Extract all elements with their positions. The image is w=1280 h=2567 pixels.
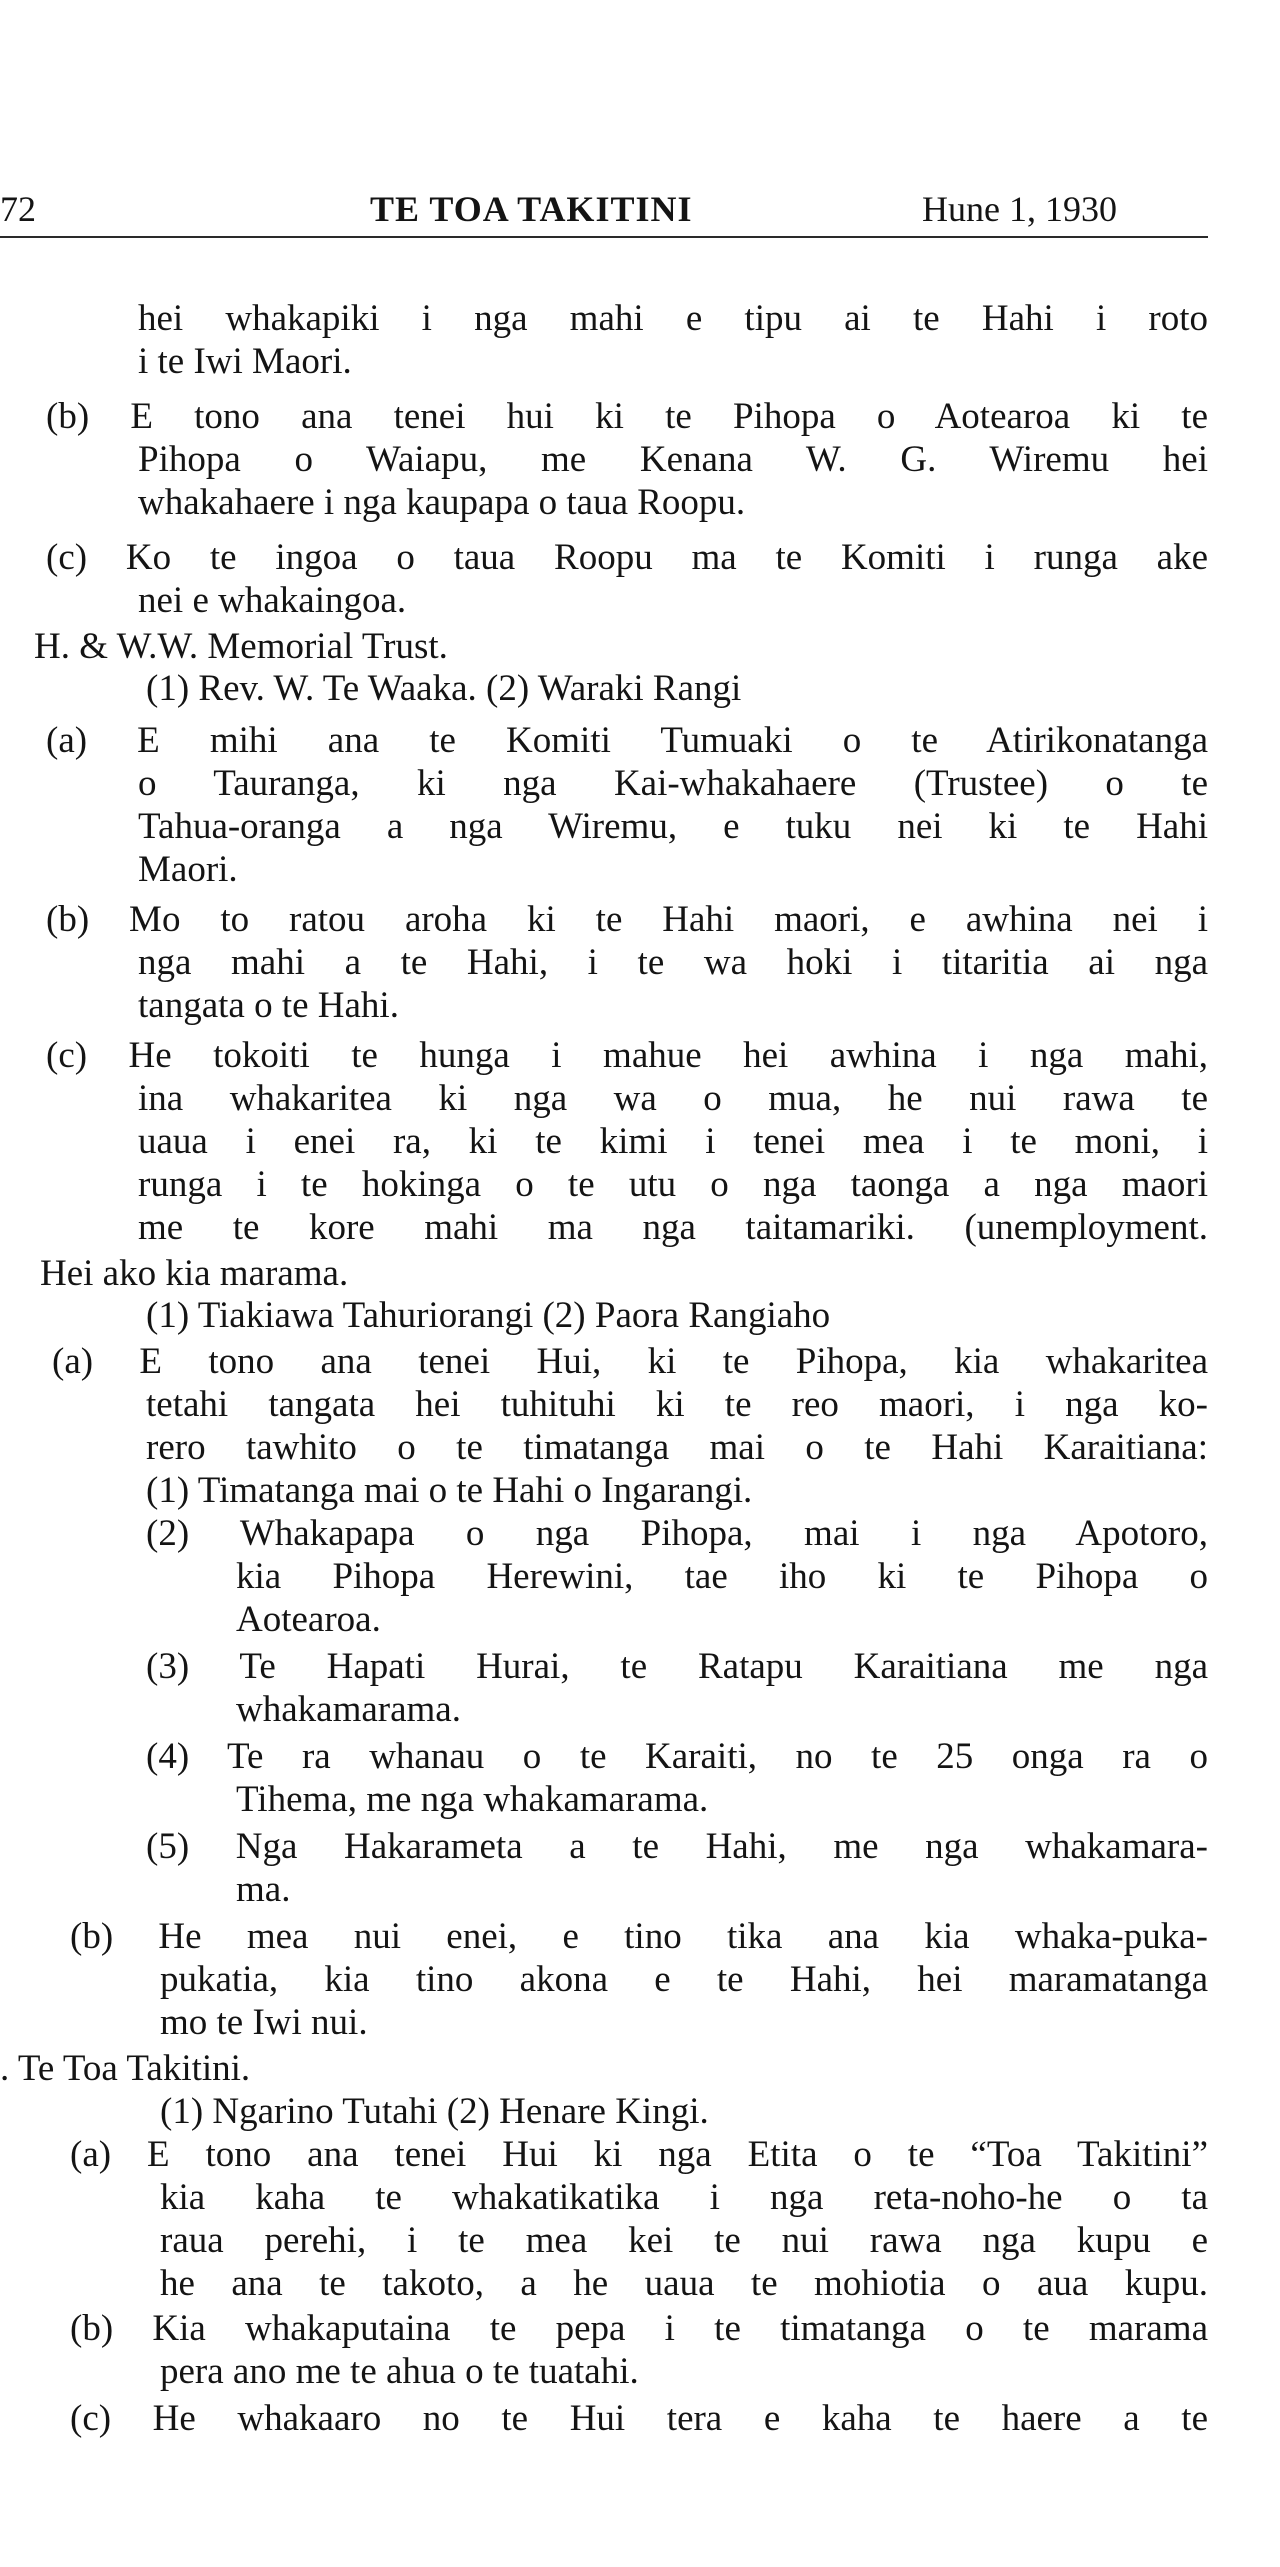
list-line: Aotearoa.	[236, 1599, 381, 1640]
text-line: i te Iwi Maori.	[138, 341, 352, 382]
text-line: (a) E tono ana tenei Hui ki nga Etita o te “Toa Takitini”	[70, 2134, 1208, 2175]
committee-members: (1) Tiakiawa Tahuriorangi (2) Paora Rangiaho	[146, 1295, 831, 1336]
text-line: mo te Iwi nui.	[160, 2002, 368, 2043]
section-heading: H. & W.W. Memorial Trust.	[34, 626, 448, 667]
committee-members: (1) Rev. W. Te Waaka. (2) Waraki Rangi	[146, 668, 742, 709]
committee-members: (1) Ngarino Tutahi (2) Henare Kingi.	[160, 2091, 709, 2132]
text-line: (b) E tono ana tenei hui ki te Pihopa o Aotearoa ki te	[46, 396, 1208, 437]
text-line: ina whakaritea ki nga wa o mua, he nui rawa te	[138, 1078, 1208, 1119]
text-line: (a) E tono ana tenei Hui, ki te Pihopa, kia whakaritea	[52, 1341, 1208, 1382]
issue-date: Hune 1, 1930	[922, 189, 1117, 229]
text-line: runga i te hokinga o te utu o nga taonga a nga maori	[138, 1164, 1208, 1205]
text-line: raua perehi, i te mea kei te nui rawa nga kupu e	[160, 2220, 1208, 2261]
text-line: (b) Kia whakaputaina te pepa i te timatanga o te marama	[70, 2308, 1208, 2349]
text-line: pera ano me te ahua o te tuatahi.	[160, 2351, 639, 2392]
text-line: (b) Mo to ratou aroha ki te Hahi maori, e awhina nei i	[46, 899, 1208, 940]
text-line: rero tawhito o te timatanga mai o te Hahi Karaitiana:	[146, 1427, 1208, 1468]
text-line: whakahaere i nga kaupapa o taua Roopu.	[138, 482, 746, 523]
text-line: tangata o te Hahi.	[138, 985, 399, 1026]
text-line: (a) E mihi ana te Komiti Tumuaki o te Atirikonatanga	[46, 720, 1208, 761]
text-line: (b) He mea nui enei, e tino tika ana kia whaka-puka-	[70, 1916, 1208, 1957]
page-number: 72	[0, 189, 36, 229]
header-rule	[0, 236, 1208, 238]
text-line: nga mahi a te Hahi, i te wa hoki i titaritia ai nga	[138, 942, 1208, 983]
text-line: kia kaha te whakatikatika i nga reta-noho-he o ta	[160, 2177, 1208, 2218]
list-line: kia Pihopa Herewini, tae iho ki te Pihopa o	[236, 1556, 1208, 1597]
text-line: he ana te takoto, a he uaua te mohiotia o aua kupu.	[160, 2263, 1208, 2304]
list-line: (5) Nga Hakarameta a te Hahi, me nga whakamara-	[146, 1826, 1208, 1867]
list-line: ma.	[236, 1869, 291, 1910]
text-line: nei e whakaingoa.	[138, 580, 407, 621]
list-line: whakamarama.	[236, 1689, 461, 1730]
section-heading: . Te Toa Takitini.	[0, 2048, 251, 2089]
publication-title: TE TOA TAKITINI	[370, 189, 693, 229]
text-line: (c) He whakaaro no te Hui tera e kaha te haere a te	[70, 2398, 1208, 2439]
list-line: (1) Timatanga mai o te Hahi o Ingarangi.	[146, 1470, 753, 1511]
text-line: tetahi tangata hei tuhituhi ki te reo maori, i nga ko-	[146, 1384, 1208, 1425]
text-line: hei whakapiki i nga mahi e tipu ai te Hahi i roto	[138, 298, 1208, 339]
text-line: me te kore mahi ma nga taitamariki. (unemployment.	[138, 1207, 1208, 1248]
text-line: pukatia, kia tino akona e te Hahi, hei maramatanga	[160, 1959, 1208, 2000]
text-line: uaua i enei ra, ki te kimi i tenei mea i te moni, i	[138, 1121, 1208, 1162]
text-line: (c) Ko te ingoa o taua Roopu ma te Komiti i runga ake	[46, 537, 1208, 578]
list-line: (4) Te ra whanau o te Karaiti, no te 25 onga ra o	[146, 1736, 1208, 1777]
text-line: o Tauranga, ki nga Kai-whakahaere (Trustee) o te	[138, 763, 1208, 804]
text-line: Pihopa o Waiapu, me Kenana W. G. Wiremu hei	[138, 439, 1208, 480]
text-line: (c) He tokoiti te hunga i mahue hei awhina i nga mahi,	[46, 1035, 1208, 1076]
text-line: Tahua-oranga a nga Wiremu, e tuku nei ki te Hahi	[138, 806, 1208, 847]
list-line: (2) Whakapapa o nga Pihopa, mai i nga Apotoro,	[146, 1513, 1208, 1554]
list-line: (3) Te Hapati Hurai, te Ratapu Karaitiana me nga	[146, 1646, 1208, 1687]
list-line: Tihema, me nga whakamarama.	[236, 1779, 709, 1820]
text-line: Maori.	[138, 849, 238, 890]
section-heading: Hei ako kia marama.	[40, 1253, 349, 1294]
